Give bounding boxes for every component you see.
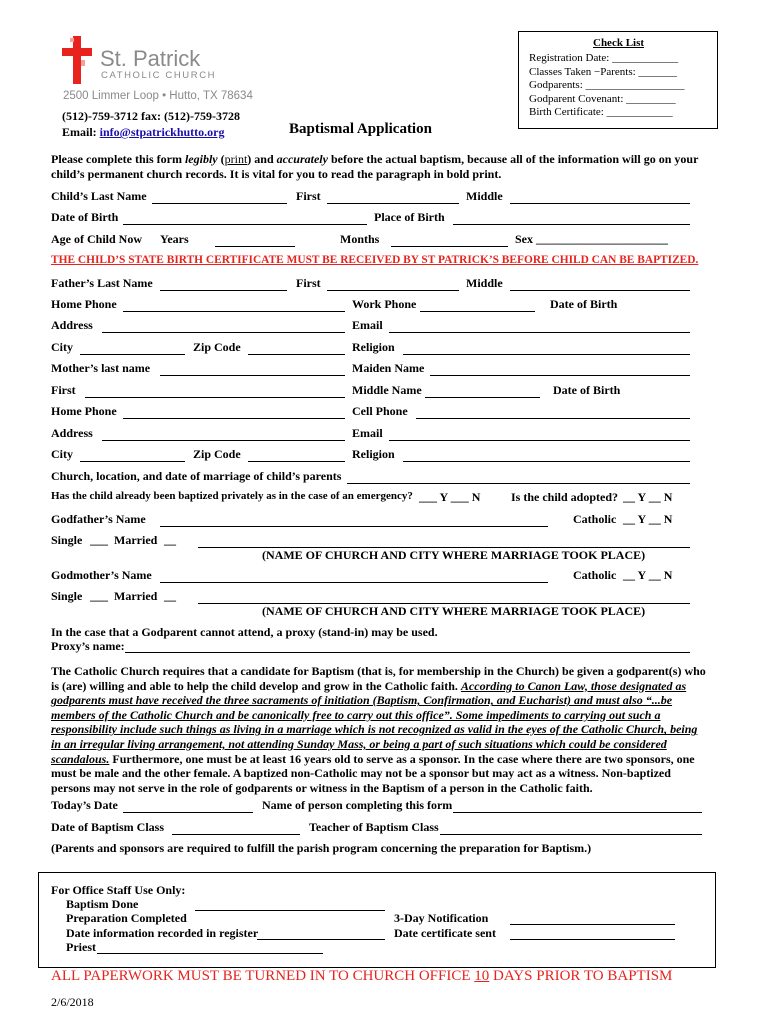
priest-label: Priest bbox=[66, 940, 96, 954]
recorded-label: Date information recorded in register bbox=[66, 926, 259, 940]
father-first-field[interactable] bbox=[327, 290, 459, 291]
parents-marriage-label: Church, location, and date of marriage of child’s parents bbox=[51, 469, 342, 483]
notification-field[interactable] bbox=[510, 924, 675, 925]
godmother-single-label: Single bbox=[51, 589, 83, 603]
father-religion-label: Religion bbox=[352, 340, 395, 354]
person-completing-label: Name of person completing this form bbox=[262, 798, 453, 812]
child-first-field[interactable] bbox=[327, 203, 459, 204]
godmother-catholic-label: Catholic bbox=[573, 568, 617, 582]
godfather-marriage-note: (NAME OF CHURCH AND CITY WHERE MARRIAGE TOOK PLACE) bbox=[262, 548, 646, 562]
certificate-sent-label: Date certificate sent bbox=[394, 926, 496, 940]
child-last-name-field[interactable] bbox=[152, 203, 287, 204]
mother-address-label: Address bbox=[51, 426, 93, 440]
child-middle-label: Middle bbox=[466, 189, 503, 203]
mother-email-label: Email bbox=[352, 426, 383, 440]
priest-field[interactable] bbox=[97, 953, 323, 954]
deadline-text: DAYS PRIOR TO BAPTISM bbox=[489, 968, 673, 984]
canon-text: Furthermore, one must be at least 16 years old to serve as a sponsor. In the case where there are two sponsors, one must be male and the other female. A baptized non-Catholic may not be a sponsor but may act as a witness. Non-baptized persons may not serve in the role of godparents or witness in the Baptism of a person in the Catholic faith. bbox=[51, 751, 695, 795]
godfather-single-blank[interactable]: ___ bbox=[90, 533, 108, 547]
father-city-field[interactable] bbox=[80, 354, 185, 355]
phone-fax: (512)-759-3712 fax: (512)-759-3728 bbox=[62, 109, 240, 123]
teacher-field[interactable] bbox=[440, 834, 702, 835]
godmother-married-label: Married bbox=[114, 589, 158, 603]
adopted-label: Is the child adopted? bbox=[511, 490, 619, 504]
mother-maiden-label: Maiden Name bbox=[352, 361, 425, 375]
person-completing-field[interactable] bbox=[453, 812, 702, 813]
father-address-field[interactable] bbox=[102, 332, 345, 333]
godfather-single-label: Single bbox=[51, 533, 83, 547]
form-date: 2/6/2018 bbox=[51, 995, 94, 1009]
page-title: Baptismal Application bbox=[289, 121, 432, 137]
adopted-yn[interactable]: __ Y __ N bbox=[623, 490, 673, 504]
father-work-phone-field[interactable] bbox=[420, 311, 535, 312]
check-list-item: Godparents: __________________ bbox=[529, 79, 685, 91]
godmother-marriage-note: (NAME OF CHURCH AND CITY WHERE MARRIAGE TOOK PLACE) bbox=[262, 604, 646, 618]
proxy-name-label: Proxy’s name: bbox=[51, 639, 125, 653]
father-zip-field[interactable] bbox=[248, 354, 345, 355]
paperwork-deadline-notice bbox=[51, 968, 672, 985]
godfather-catholic-yn[interactable]: __ Y __ N bbox=[623, 512, 673, 526]
intro-part: ( bbox=[217, 152, 225, 166]
father-middle-label: Middle bbox=[466, 276, 503, 290]
baptism-done-field[interactable] bbox=[195, 910, 385, 911]
child-dob-label: Date of Birth bbox=[51, 210, 119, 224]
father-work-phone-label: Work Phone bbox=[352, 297, 417, 311]
father-email-field[interactable] bbox=[389, 332, 690, 333]
mother-religion-label: Religion bbox=[352, 447, 395, 461]
father-last-name-field[interactable] bbox=[160, 290, 287, 291]
office-use-box bbox=[38, 872, 716, 968]
child-dob-field[interactable] bbox=[123, 224, 367, 225]
child-sex-field[interactable]: Sex ______________________ bbox=[515, 232, 668, 246]
intro-part: Please complete this form bbox=[51, 152, 185, 166]
baptism-class-date-label: Date of Baptism Class bbox=[51, 820, 164, 834]
mother-middle-label: Middle Name bbox=[352, 383, 422, 397]
godmother-catholic-yn[interactable]: __ Y __ N bbox=[623, 568, 673, 582]
godfather-catholic-label: Catholic bbox=[573, 512, 617, 526]
canon-text: The Catholic Church requires that a candidate for Baptism (that is, for membership in the Church) be given a godparent(s) who is (are) willing and able to help the child develop and grow in the Catholic faith. bbox=[51, 664, 706, 693]
check-list-box bbox=[518, 31, 718, 129]
mother-address-field[interactable] bbox=[102, 440, 345, 441]
godmother-single-blank[interactable]: ___ bbox=[90, 589, 108, 603]
father-city-label: City bbox=[51, 340, 73, 354]
mother-maiden-field[interactable] bbox=[430, 375, 690, 376]
father-religion-field[interactable] bbox=[403, 354, 690, 355]
deadline-days: 10 bbox=[474, 968, 490, 984]
child-age-label: Age of Child Now bbox=[51, 232, 143, 246]
cross-icon bbox=[60, 36, 94, 84]
church-address: 2500 Limmer Loop • Hutto, TX 78634 bbox=[63, 90, 253, 102]
baptized-privately-label: Has the child already been baptized privately as in the case of an emergency? bbox=[51, 490, 413, 502]
certificate-sent-field[interactable] bbox=[510, 939, 675, 940]
intro-accurately: accurately bbox=[276, 152, 328, 166]
intro-part: before the actual baptism, because all of the information will go on your child’s permanent church records. It is vital for you to read the paragraph in bold print. bbox=[51, 152, 699, 181]
godmother-married-blank[interactable]: __ bbox=[164, 589, 176, 603]
child-years-label: Years bbox=[160, 232, 189, 246]
email-line bbox=[62, 125, 225, 140]
intro-legibly: legibly bbox=[184, 152, 218, 166]
mother-city-field[interactable] bbox=[80, 461, 185, 462]
baptism-class-date-field[interactable] bbox=[172, 834, 300, 835]
preparation-completed-label: Preparation Completed bbox=[66, 911, 187, 925]
father-address-label: Address bbox=[51, 318, 93, 332]
child-middle-field[interactable] bbox=[510, 203, 690, 204]
mother-email-field[interactable] bbox=[389, 440, 690, 441]
godfather-name-field[interactable] bbox=[160, 526, 548, 527]
email-link[interactable]: info@stpatrickhutto.org bbox=[99, 125, 225, 139]
father-zip-label: Zip Code bbox=[193, 340, 241, 354]
father-email-label: Email bbox=[352, 318, 383, 332]
godfather-married-label: Married bbox=[114, 533, 158, 547]
mother-cell-field[interactable] bbox=[416, 418, 690, 419]
father-home-phone-field[interactable] bbox=[123, 311, 345, 312]
mother-home-phone-field[interactable] bbox=[123, 418, 345, 419]
godmother-name-field[interactable] bbox=[160, 582, 548, 583]
email-label: Email: bbox=[62, 125, 100, 139]
mother-zip-label: Zip Code bbox=[193, 447, 241, 461]
office-heading: For Office Staff Use Only: bbox=[51, 883, 186, 897]
father-first-label: First bbox=[296, 276, 321, 290]
father-middle-field[interactable] bbox=[510, 290, 690, 291]
child-last-name-label: Child’s Last Name bbox=[51, 189, 147, 203]
mother-religion-field[interactable] bbox=[403, 461, 690, 462]
check-list-item: Classes Taken −Parents: _______ bbox=[529, 66, 677, 78]
notification-label: 3-Day Notification bbox=[394, 911, 489, 925]
check-list-heading: Check List bbox=[593, 37, 645, 49]
child-months-field[interactable] bbox=[391, 246, 508, 247]
child-first-label: First bbox=[296, 189, 321, 203]
mother-middle-field[interactable] bbox=[425, 397, 540, 398]
father-dob-label: Date of Birth bbox=[550, 297, 618, 311]
check-list-item: Registration Date: ____________ bbox=[529, 52, 679, 64]
check-list-item: Birth Certificate: ____________ bbox=[529, 106, 673, 118]
godfather-married-blank[interactable]: __ bbox=[164, 533, 176, 547]
canon-law-paragraph bbox=[51, 664, 706, 795]
mother-dob-label: Date of Birth bbox=[553, 383, 621, 397]
mother-first-field[interactable] bbox=[85, 397, 345, 398]
mother-home-phone-label: Home Phone bbox=[51, 404, 117, 418]
canon-law-emphasis: According to Canon Law, those designated as godparents must have received the three sacraments of initiation (Baptism, Confirmation, and Eucharist) and must also “...be members of the Catholic Church and be canonically free to carry out this office”. Some impediments to carrying out such a responsibility include such things as living in a marriage which is not recognized as valid in the eyes of the Catholic Church, being in an irregular living arrangement, not attending Sunday Mass, or being a part of such situations which could be considered scandalous. bbox=[51, 678, 698, 766]
father-last-name-label: Father’s Last Name bbox=[51, 276, 153, 290]
child-birthplace-field[interactable] bbox=[453, 224, 690, 225]
check-list-item: Godparent Covenant: _________ bbox=[529, 93, 676, 105]
deadline-text: ALL PAPERWORK MUST BE TURNED IN TO CHURCH OFFICE bbox=[51, 968, 475, 984]
todays-date-label: Today’s Date bbox=[51, 798, 118, 812]
baptism-done-label: Baptism Done bbox=[66, 897, 139, 911]
godfather-name-label: Godfather’s Name bbox=[51, 512, 146, 526]
mother-last-name-label: Mother’s last name bbox=[51, 361, 151, 375]
child-birthplace-label: Place of Birth bbox=[374, 210, 445, 224]
father-home-phone-label: Home Phone bbox=[51, 297, 117, 311]
teacher-label: Teacher of Baptism Class bbox=[309, 820, 439, 834]
child-years-field[interactable] bbox=[215, 246, 295, 247]
mother-zip-field[interactable] bbox=[248, 461, 345, 462]
todays-date-field[interactable] bbox=[123, 812, 253, 813]
parents-marriage-field[interactable] bbox=[347, 483, 690, 484]
mother-first-label: First bbox=[51, 383, 76, 397]
parents-sponsors-note: (Parents and sponsors are required to fulfill the parish program concerning the preparation for Baptism.) bbox=[51, 841, 592, 855]
birth-certificate-warning: THE CHILD’S STATE BIRTH CERTIFICATE MUST BE RECEIVED BY ST PATRICK’S BEFORE CHILD CAN BE BAPTIZED. bbox=[51, 254, 699, 266]
proxy-note: In the case that a Godparent cannot attend, a proxy (stand-in) may be used. bbox=[51, 625, 438, 639]
intro-text bbox=[51, 152, 706, 181]
recorded-field[interactable] bbox=[257, 939, 385, 940]
intro-print: print bbox=[224, 152, 248, 166]
mother-city-label: City bbox=[51, 447, 73, 461]
mother-last-name-field[interactable] bbox=[160, 375, 345, 376]
logo-name: St. Patrick bbox=[100, 46, 201, 71]
mother-cell-label: Cell Phone bbox=[352, 404, 408, 418]
baptized-privately-yn[interactable]: ___ Y ___ N bbox=[419, 490, 481, 504]
logo-subtitle: CATHOLIC CHURCH bbox=[101, 70, 217, 81]
proxy-name-field[interactable] bbox=[125, 652, 690, 653]
godmother-name-label: Godmother’s Name bbox=[51, 568, 152, 582]
intro-part: ) and bbox=[247, 152, 277, 166]
child-months-label: Months bbox=[340, 232, 380, 246]
